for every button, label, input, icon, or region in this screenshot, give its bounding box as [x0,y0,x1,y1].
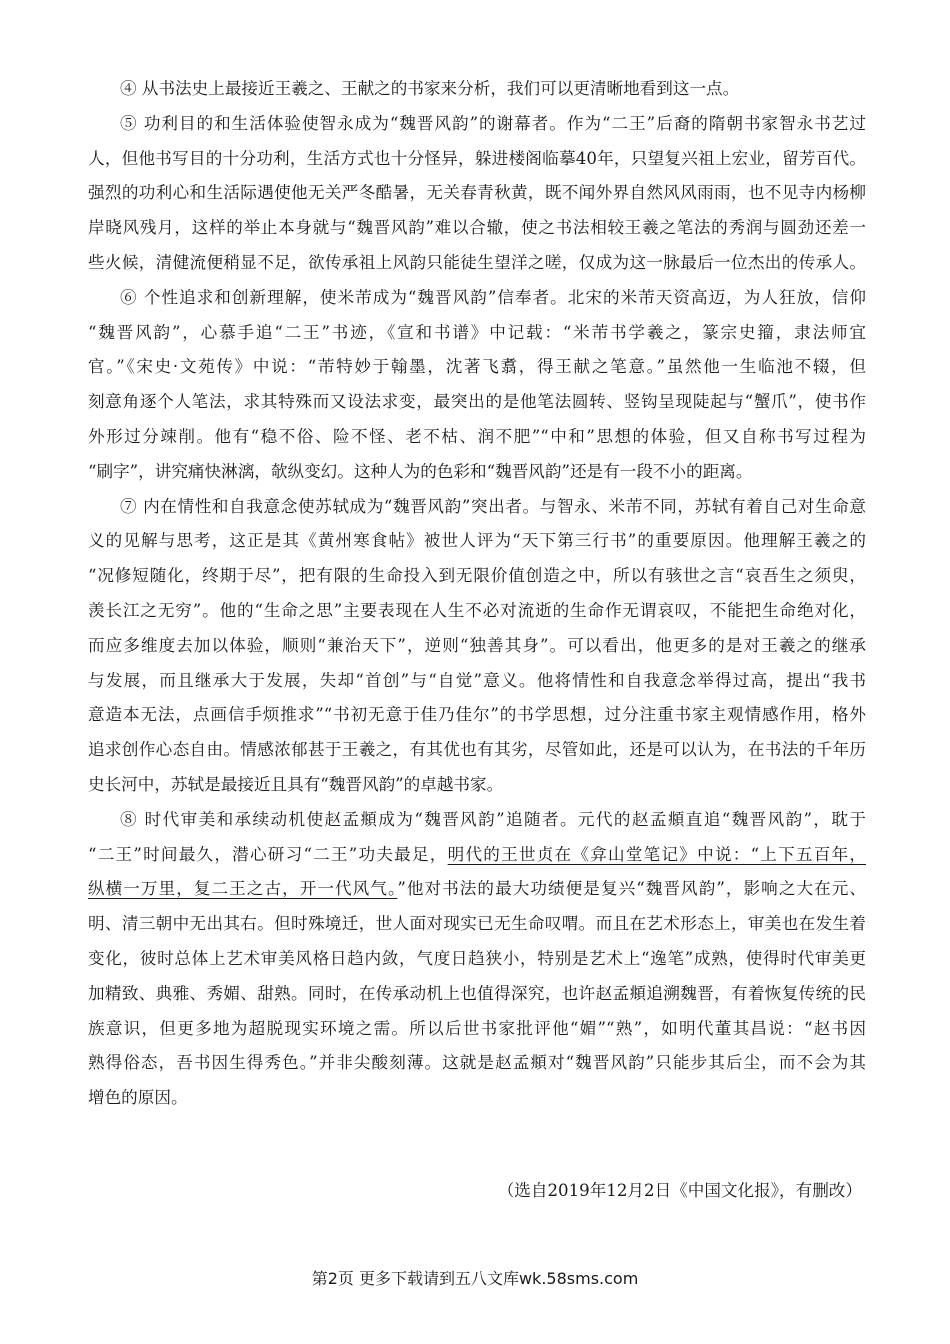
text-line: ⑧ 时代审美和承续动机使赵孟頫成为“魏晋风韵”追随者。元代的赵孟頫直追“魏晋风韵”，耽于 [120,809,866,829]
text-segment: “二王”时间最久，潜心研习“二王”功夫最足， [88,844,448,864]
text-line: 追求创作心态自由。情感浓郁甚于王羲之，有其优也有其劣，尽管如此，还是可以认为，在书法的千年历 [88,740,866,760]
text-line: 强烈的功利心和生活际遇使他无关严冬酷暑，无关春青秋黄，既不闻外界自然风风雨雨，也不见寺内杨柳 [88,183,866,203]
text-line: 增色的原因。 [88,1088,188,1108]
text-line: 族意识，但更多地为超脱现实环境之需。所以后世书家批评他“媚”“熟”，如明代董其昌说：“赵书因 [88,1018,866,1038]
text-line: ⑥ 个性追求和创新理解，使米芾成为“魏晋风韵”信奉者。北宋的米芾天资高迈，为人狂放，信仰 [120,287,866,307]
text-line: 加精致、典雅、秀媚、甜熟。同时，在传承动机上也值得深究，也许赵孟頫追溯魏晋，有着恢复传统的民 [88,983,866,1003]
text-line: ⑦ 内在情性和自我意念使苏轼成为“魏晋风韵”突出者。与智永、米芾不同，苏轼有着自己对生命意 [120,496,866,516]
text-line: 意造本无法，点画信手烦推求”“书初无意于佳乃佳尔”的书学思想，过分注重书家主观情感作用，格外 [88,705,866,725]
text-line: ⑤ 功利目的和生活体验使智永成为“魏晋风韵”的谢幕者。作为“二王”后裔的隋朝书家智永书艺过 [120,113,866,133]
text-line: 羡长江之无穷”。他的“生命之思”主要表现在人生不必对流逝的生命作无谓哀叹，不能把生命绝对化， [88,600,866,620]
text-line: ④ 从书法史上最接近王羲之、王献之的书家来分析，我们可以更清晰地看到这一点。 [120,79,740,98]
text-line: 些火候，清健流便稍显不足，欲传承祖上风韵只能徒生望洋之嗟，仅成为这一脉最后一位杰出的传承人。 [88,252,866,272]
text-line: 与发展，而且继承大于发展，失却“首创”与“自觉”意义。他将情性和自我意念举得过高，提出“我书 [88,670,866,690]
text-line: 刻意角逐个人笔法，求其特殊而又设法求变，最突出的是他笔法圆转、竖钩呈现陡起与“蟹爪”，使书作 [88,392,866,412]
text-line: 熟得俗态，吾书因生得秀色。”并非尖酸刻薄。这就是赵孟頫对“魏晋风韵”只能步其后尘，而不会为其 [88,1053,866,1073]
source-note: （选自2019年12月2日《中国文化报》，有删改） [497,1181,862,1200]
underlined-quote: 纵横一万里，复二王之古，开一代风气。 [88,879,398,899]
page-footer: 第2页 更多下载请到五八文库wk.58sms.com [311,1269,639,1288]
text-line: 官。”《宋史·文苑传》中说：“芾特妙于翰墨，沈著飞翥，得王献之笔意。”虽然他一生临池不辍，但 [88,357,866,377]
text-line: “况修短随化，终期于尽”，把有限的生命投入到无限价值创造之中，所以有骇世之言“哀吾生之须臾， [88,566,866,586]
text-line [88,838,866,873]
underlined-quote: 明代的王世贞在《弇山堂笔记》中说：“上下五百年， [447,844,866,864]
text-line: 岸晓风残月，这样的举止本身就与“魏晋风韵”难以合辙，使之书法相较王羲之笔法的秀润与圆劲还差一 [88,218,866,238]
text-line: 变化，彼时总体上艺术审美风格日趋内敛，气度日趋狭小，特别是艺术上“逸笔”成熟，使得时代审美更 [88,948,866,968]
text-line: 史长河中，苏轼是最接近且具有“魏晋风韵”的卓越书家。 [88,774,504,794]
text-line: 义的见解与思考，这正是其《黄州寒食帖》被世人评为“天下第三行书”的重要原因。他理解王羲之的 [88,531,866,551]
text-line: 明、清三朝中无出其右。但时殊境迁，世人面对现实已无生命叹喟。而且在艺术形态上，审美也在发生着 [88,914,866,934]
text-line: 人，但他书写目的十分功利，生活方式也十分怪异，躲进楼阁临摹40年，只望复兴祖上宏业，留芳百代。 [88,148,866,168]
text-line: 而应多维度去加以体验，顺则“兼治天下”，逆则“独善其身”。可以看出，他更多的是对王羲之的继承 [88,635,866,655]
text-line: “刷字”，讲究痛快淋漓，欹纵变幻。这种人为的色彩和“魏晋风韵”还是有一段不小的距离。 [88,461,753,481]
article-body [88,72,866,1116]
text-line: 外形过分竦削。他有“稳不俗、险不怪、老不枯、润不肥”“中和”思想的体验，但又自称书写过程为 [88,426,866,446]
text-line: “魏晋风韵”，心慕手追“二王”书迹，《宣和书谱》中记载：“米芾书学羲之，篆宗史籀，隶法师宜 [88,322,866,342]
text-segment: ”他对书法的最大功绩便是复兴“魏晋风韵”，影响之大在元、 [397,879,866,899]
text-line [88,872,866,907]
